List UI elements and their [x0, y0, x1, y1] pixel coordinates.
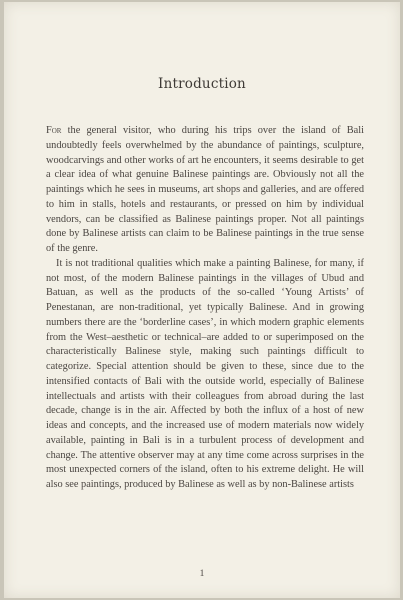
paragraph-lead-word: For	[46, 125, 62, 136]
paragraph-2-text: It is not traditional qualities which make a painting Balinese, for many, if not most, of the modern Balinese paintings in the villages of Ubud and Batuan, as well as the products of the so-called ‘Young Artists’ of Penestanan, are non-traditional, yet typically Balinese. And in growing numbers there are the ‘borderline cases’, in which modern graphic elements from the West–aesthetic or technical–are added to or superimposed on the characteristically Balinese style, making such paintings difficult to categorize. Special attention should be given to these, since due to the intensified contacts of Bali with the outside world, especially of Balinese intellectuals and artists with their colleagues from abroad during the last decade, change is in the air. Affected by both the influx of a host of new ideas and concepts, and the increased use of modern materials now widely available, painting in Bali is in a turbulent process of development and change. The attentive observer may at any time come across surprises in the most unexpected corners of the island, often to his extreme delight. He will also see paintings, produced by Balinese as well as by non-Balinese artists	[46, 257, 364, 490]
paragraph-1-text: the general visitor, who during his trips over the island of Bali undoubtedly feels overwhelmed by the abundance of paintings, sculpture, woodcarvings and other works of art he encounters, it seems desirable to get a clear idea of what genuine Balinese paintings are. Obviously not all the paintings which he sees in museums, art shops and galleries, and are offered to him in stalls, hotels and restaurants, or pressed on him by individual vendors, can be classified as Balinese paintings proper. Not all paintings done by Balinese artists can claim to be Balinese paintings in the true sense of the genre.	[46, 125, 364, 254]
paragraph-2	[46, 257, 364, 493]
paragraph-1	[46, 124, 364, 257]
page-number: 1	[199, 569, 205, 579]
book-page	[4, 2, 400, 598]
body-text	[46, 124, 364, 493]
chapter-heading: Introduction	[158, 76, 246, 92]
